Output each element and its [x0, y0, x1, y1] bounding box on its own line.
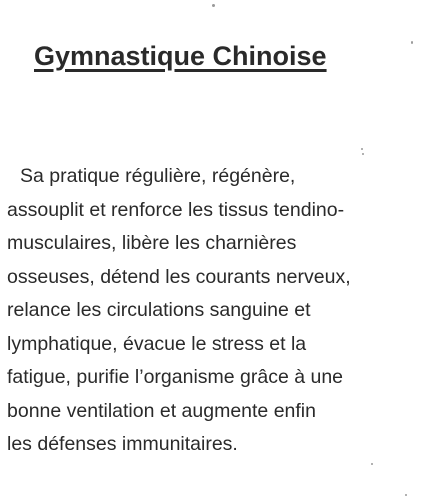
scan-speck [371, 463, 373, 465]
paragraph-line: fatigue, purifie l’organisme grâce à une [7, 366, 344, 388]
paragraph-line: bonne ventilation et augmente enfin [7, 399, 316, 422]
paragraph-line: assouplit et renforce les tissus tendino- [7, 198, 345, 221]
paragraph-line: Sa pratique régulière, régénère, [20, 165, 296, 187]
scan-speck [405, 494, 407, 496]
paragraph-line: osseuses, détend les courants nerveux, [7, 265, 351, 288]
paragraph-line: musculaires, libère les charnières [7, 232, 297, 254]
scan-speck [411, 41, 413, 44]
scan-speck [362, 153, 364, 155]
scan-speck [361, 148, 363, 150]
document-paragraph [7, 160, 423, 462]
document-title: Gymnastique Chinoise [34, 41, 327, 71]
scan-speck [212, 4, 215, 7]
paragraph-line: lymphatique, évacue le stress et la [7, 332, 307, 355]
paragraph-line: relance les circulations sanguine et [7, 299, 311, 321]
paragraph-line: les défenses immunitaires. [7, 433, 238, 455]
